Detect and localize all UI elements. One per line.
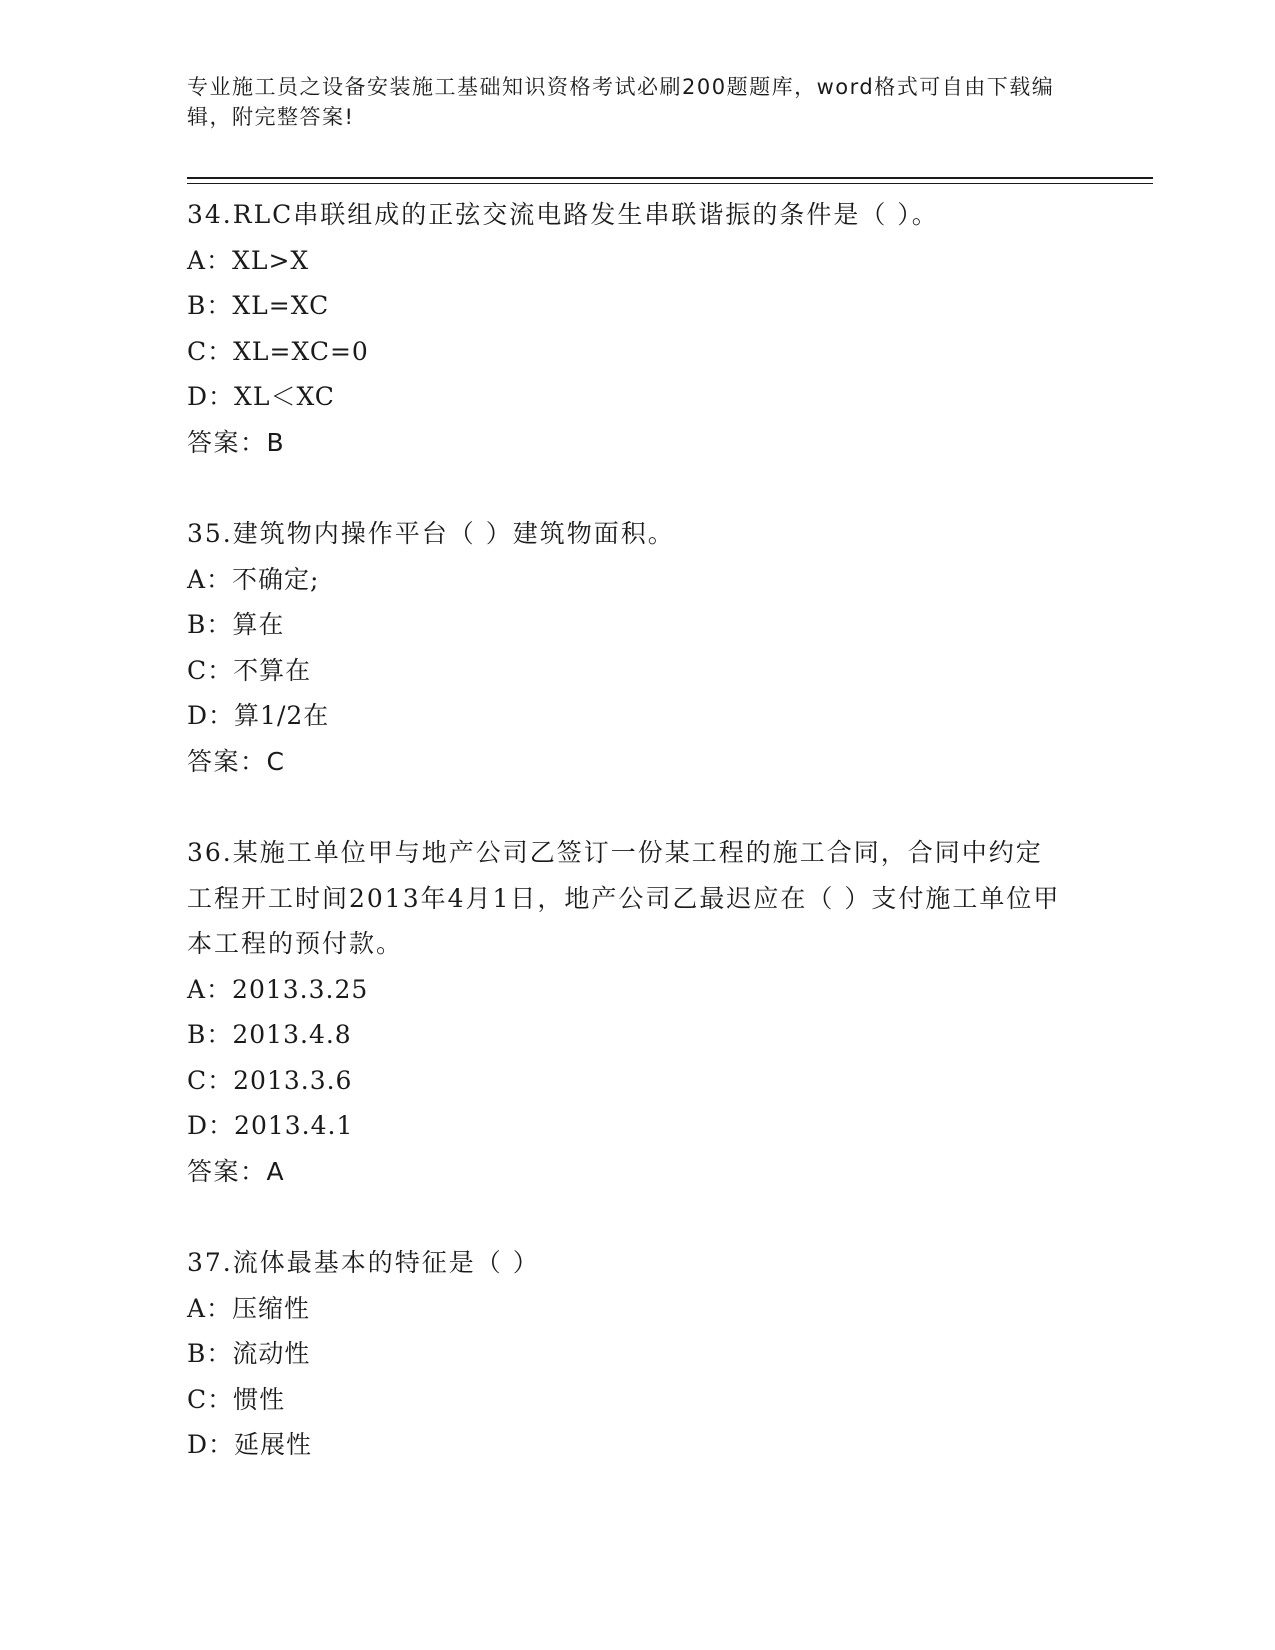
option-d: D：XL＜XC — [187, 382, 335, 411]
option-b: B：2013.4.8 — [187, 1020, 352, 1049]
question-36 — [187, 830, 1067, 1194]
option-a: A：不确定; — [187, 564, 320, 594]
option-a: A：压缩性 — [187, 1293, 311, 1323]
option-c: C：2013.3.6 — [187, 1065, 353, 1095]
question-stem: 36.某施工单位甲与地产公司乙签订一份某工程的施工合同，合同中约定工程开工时间2013年4月1日，地产公司乙最迟应在（ ）支付施工单位甲本工程的预付款。 — [187, 838, 1061, 958]
option-a: A：XL>X — [187, 245, 310, 275]
header-rule-thin — [187, 183, 1153, 184]
document-header: 专业施工员之设备安装施工基础知识资格考试必刷200题题库，word格式可自由下载编辑，附完整答案! — [187, 75, 1055, 129]
option-a: A：2013.3.25 — [187, 974, 369, 1004]
question-34 — [187, 192, 1067, 465]
question-list — [187, 192, 1067, 1468]
question-35 — [187, 511, 1067, 784]
option-b: B：XL=XC — [187, 291, 330, 320]
option-c: C：不算在 — [187, 655, 312, 685]
option-c: C：惯性 — [187, 1384, 286, 1414]
answer: 答案：C — [187, 746, 286, 776]
option-b: B：流动性 — [187, 1339, 311, 1368]
option-d: D：算1/2在 — [187, 701, 330, 730]
header-rule-thick — [187, 177, 1153, 179]
option-b: B：算在 — [187, 610, 285, 639]
question-stem: 35.建筑物内操作平台（ ）建筑物面积。 — [187, 519, 675, 548]
answer: 答案：A — [187, 1156, 286, 1186]
option-c: C：XL=XC=0 — [187, 336, 369, 366]
answer: 答案：B — [187, 427, 286, 457]
question-stem: 37.流体最基本的特征是（ ） — [187, 1248, 540, 1277]
option-d: D：2013.4.1 — [187, 1111, 354, 1140]
option-d: D：延展性 — [187, 1430, 313, 1459]
question-37 — [187, 1240, 1067, 1468]
question-stem: 34.RLC串联组成的正弦交流电路发生串联谐振的条件是（ ）。 — [187, 200, 939, 229]
